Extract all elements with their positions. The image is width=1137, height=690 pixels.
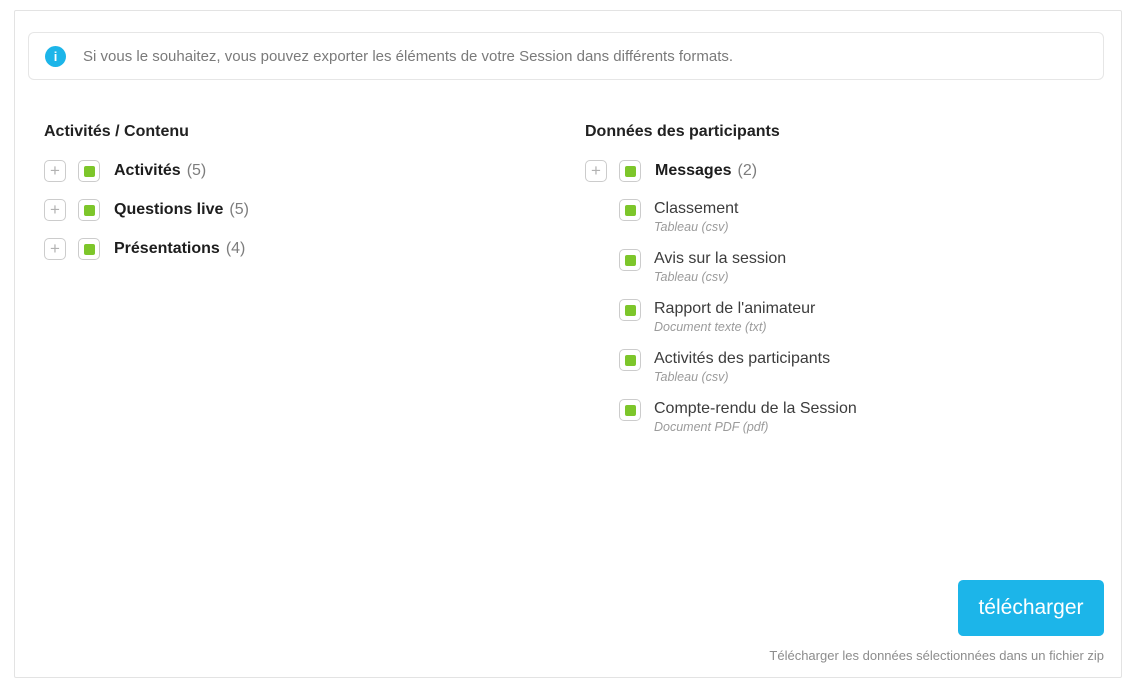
- export-item-format: Document texte (txt): [654, 320, 767, 334]
- export-item-format: Tableau (csv): [654, 270, 729, 284]
- column-participants-data: [569, 123, 1121, 449]
- checkbox-messages[interactable]: [619, 160, 641, 182]
- tree-item-activites: [44, 160, 569, 182]
- export-item-label: Activités des participants: [654, 350, 831, 367]
- checkbox-compte-rendu[interactable]: [619, 399, 641, 421]
- export-item-text: [654, 399, 857, 435]
- download-button[interactable]: télécharger: [958, 580, 1104, 636]
- info-icon: i: [45, 46, 66, 67]
- export-item-rapport-animateur: [619, 299, 1121, 335]
- export-item-label: Classement: [654, 200, 739, 217]
- info-banner: [28, 32, 1104, 80]
- tree-item-count: (2): [737, 162, 758, 179]
- export-item-text: [654, 249, 786, 285]
- checkbox-activites[interactable]: [78, 160, 100, 182]
- checked-mark: [625, 405, 636, 416]
- tree-item-count: (5): [229, 201, 249, 218]
- checkbox-presentations[interactable]: [78, 238, 100, 260]
- plus-icon: +: [50, 160, 60, 180]
- column-activities-content: [15, 123, 569, 449]
- export-item-label: Avis sur la session: [654, 250, 787, 267]
- download-caption: Télécharger les données sélectionnées dans un fichier zip: [769, 648, 1104, 663]
- column-title-activities: Activités / Contenu: [44, 123, 189, 140]
- tree-item-count: (5): [186, 162, 207, 179]
- expand-button-questions-live[interactable]: [44, 199, 66, 221]
- checked-mark: [625, 205, 636, 216]
- plus-icon: +: [50, 199, 60, 219]
- export-item-text: [654, 199, 738, 235]
- checkbox-rapport-animateur[interactable]: [619, 299, 641, 321]
- tree-item-count: (4): [225, 240, 246, 257]
- checkbox-avis-session[interactable]: [619, 249, 641, 271]
- checked-mark: [625, 305, 636, 316]
- expand-button-presentations[interactable]: [44, 238, 66, 260]
- checkbox-questions-live[interactable]: [78, 199, 100, 221]
- expand-button-activites[interactable]: [44, 160, 66, 182]
- tree-item-messages: [585, 160, 1121, 182]
- tree-item-label: Présentations: [114, 240, 220, 257]
- checkbox-activites-participants[interactable]: [619, 349, 641, 371]
- checked-mark: [84, 205, 95, 216]
- export-item-format: Document PDF (pdf): [654, 420, 769, 434]
- checked-mark: [625, 255, 636, 266]
- plus-icon: +: [50, 238, 60, 258]
- export-item-compte-rendu: [619, 399, 1121, 435]
- column-title-participants: Données des participants: [585, 123, 780, 140]
- checked-mark: [625, 355, 636, 366]
- tree-item-label: Questions live: [114, 201, 224, 218]
- export-item-label: Compte-rendu de la Session: [654, 400, 857, 417]
- tree-item-label: Activités: [114, 162, 181, 179]
- checked-mark: [84, 166, 95, 177]
- export-item-label: Rapport de l'animateur: [654, 300, 816, 317]
- checked-mark: [84, 244, 95, 255]
- expand-button-messages[interactable]: [585, 160, 607, 182]
- tree-item-questions-live: [44, 199, 569, 221]
- checked-mark: [625, 166, 636, 177]
- tree-item-presentations: [44, 238, 569, 260]
- tree-item-label: Messages: [655, 162, 732, 179]
- export-panel: [14, 10, 1122, 678]
- export-columns: [15, 123, 1121, 449]
- export-item-activites-participants: [619, 349, 1121, 385]
- export-item-format: Tableau (csv): [654, 370, 729, 384]
- export-item-classement: [619, 199, 1121, 235]
- export-item-text: [654, 299, 815, 335]
- plus-icon: +: [591, 160, 601, 180]
- info-banner-text: Si vous le souhaitez, vous pouvez exporter les éléments de votre Session dans différents formats.: [83, 47, 734, 65]
- export-item-format: Tableau (csv): [654, 220, 729, 234]
- export-item-avis-session: [619, 249, 1121, 285]
- export-item-text: [654, 349, 830, 385]
- checkbox-classement[interactable]: [619, 199, 641, 221]
